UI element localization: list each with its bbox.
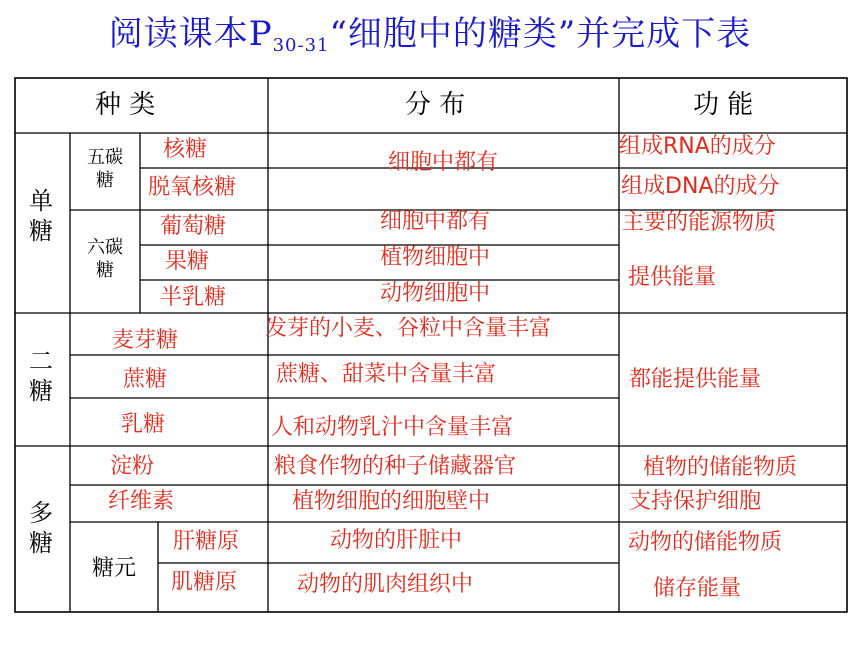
func-fructose: 提供能量 xyxy=(628,265,717,290)
dist-fructose: 植物细胞中 xyxy=(380,245,491,270)
dist-muscle-glycogen: 动物的肌肉组织中 xyxy=(297,572,474,597)
func-starch: 植物的储能物质 xyxy=(643,455,798,480)
header-kind: 种 类 xyxy=(95,90,156,120)
func-muscle-glycogen: 储存能量 xyxy=(653,576,742,601)
dist-lactose: 人和动物乳汁中含量丰富 xyxy=(271,415,514,440)
name-muscle-glycogen: 肌糖原 xyxy=(171,570,238,595)
name-starch: 淀粉 xyxy=(110,454,155,479)
func-deoxyribose: 组成DNA的成分 xyxy=(621,174,780,199)
dist-starch: 粮食作物的种子储藏器官 xyxy=(274,454,517,479)
func-disaccharides: 都能提供能量 xyxy=(629,367,762,392)
page-title: 阅读课本$P_{30-31}“$细胞中的糖类”并完成下表 xyxy=(108,14,752,56)
name-deoxyribose: 脱氧核糖 xyxy=(148,175,237,200)
name-ribose: 核糖 xyxy=(163,137,208,162)
name-liver-glycogen: 肝糖原 xyxy=(173,529,240,554)
group-monosaccharide: 单糖 xyxy=(29,187,53,245)
dist-liver-glycogen: 动物的肝脏中 xyxy=(330,528,463,553)
name-sucrose: 蔗糖 xyxy=(123,367,168,392)
func-ribose: 组成RNA的成分 xyxy=(619,134,776,159)
dist-cellulose: 植物细胞的细胞壁中 xyxy=(292,489,491,514)
dist-ribose: 细胞中都有 xyxy=(388,150,499,175)
dist-maltose: 发芽的小麦、谷粒中含量丰富 xyxy=(265,316,552,341)
name-glucose: 葡萄糖 xyxy=(160,214,227,239)
five-carbon-sugar-label: 五碳糖 xyxy=(87,147,123,192)
group-disaccharide: 二糖 xyxy=(29,347,53,405)
header-function: 功 能 xyxy=(693,90,754,120)
glycogen-label: 糖元 xyxy=(92,556,137,581)
six-carbon-sugar-label: 六碳糖 xyxy=(87,237,123,282)
dist-sucrose: 蔗糖、甜菜中含量丰富 xyxy=(276,362,497,387)
name-cellulose: 纤维素 xyxy=(108,489,175,514)
group-polysaccharide: 多糖 xyxy=(29,499,53,557)
name-galactose: 半乳糖 xyxy=(160,285,227,310)
dist-galactose: 动物细胞中 xyxy=(380,281,491,306)
name-lactose: 乳糖 xyxy=(121,412,166,437)
header-distribution: 分 布 xyxy=(405,90,466,120)
func-liver-glycogen: 动物的储能物质 xyxy=(628,530,783,555)
name-fructose: 果糖 xyxy=(165,249,210,274)
name-maltose: 麦芽糖 xyxy=(112,328,179,353)
func-cellulose: 支持保护细胞 xyxy=(629,489,762,514)
func-glucose: 主要的能源物质 xyxy=(622,210,777,235)
dist-glucose: 细胞中都有 xyxy=(380,209,491,234)
